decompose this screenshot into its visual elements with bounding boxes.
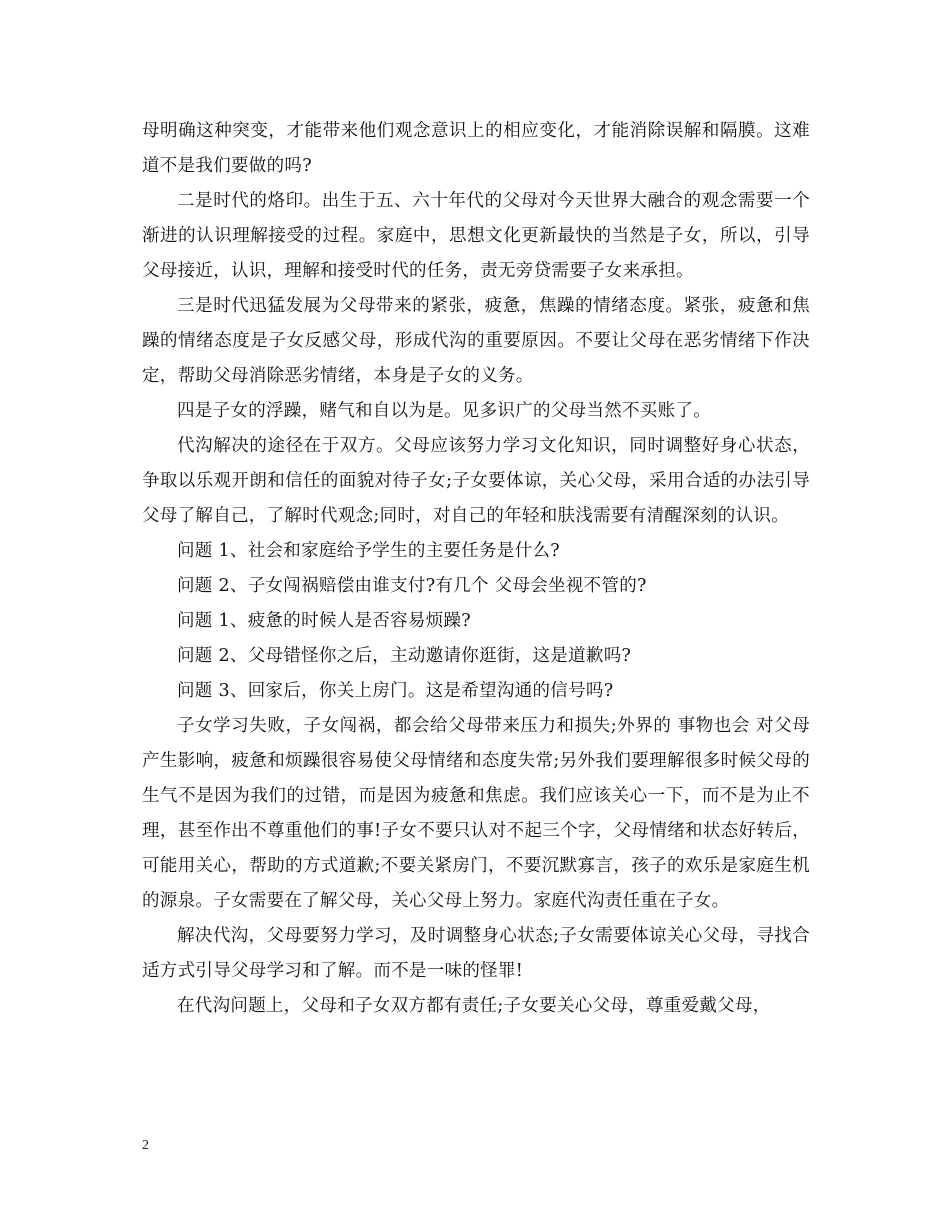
document-body [142,114,810,1024]
question-line: 问题 1、社会和家庭给予学生的主要任务是什么? [177,541,560,561]
paragraph: 子女学习失败，子女闯祸，都会给父母带来压力和损失;外界的 事物也会 对父母产生影响，疲惫和烦躁很容易使父母情绪和态度失常;另外我们要理解很多时候父母的生气不是因为我们的过错，而是因为疲惫和焦虑。我们应该关心一下，而不是为止不理，甚至作出不尊重他们的事!子女不要只认对不起三个字，父母情绪和状态好转后，可能用关心，帮助的方式道歉;不要关紧房门，不要沉默寡言，孩子的欢乐是家庭生机的源泉。子女需要在了解父母，关心父母上努力。家庭代沟责任重在子女。 [142,716,810,911]
paragraph: 在代沟问题上，父母和子女双方都有责任;子女要关心父母，尊重爱戴父母， [177,996,771,1016]
paragraph: 母明确这种突变，才能带来他们观念意识上的相应变化，才能消除误解和隔膜。这难道不是我们要做的吗? [142,121,810,176]
paragraph: 解决代沟，父母要努力学习，及时调整身心状态;子女需要体谅关心父母，寻找合适方式引导父母学习和了解。而不是一味的怪罪! [142,926,810,981]
question-line: 问题 1、疲惫的时候人是否容易烦躁? [177,611,471,631]
page-number: 2 [142,1138,149,1153]
paragraph: 四是子女的浮躁，赌气和自以为是。见多识广的父母当然不买账了。 [177,401,711,421]
paragraph: 三是时代迅猛发展为父母带来的紧张，疲惫，焦躁的情绪态度。紧张，疲惫和焦躁的情绪态度是子女反感父母，形成代沟的重要原因。不要让父母在恶劣情绪下作决定，帮助父母消除恶劣情绪，本身是子女的义务。 [142,296,810,386]
question-line: 问题 2、父母错怪你之后，主动邀请你逛街，这是道歉吗? [177,646,632,666]
question-line: 问题 2、子女闯祸赔偿由谁支付?有几个 父母会坐视不管的? [177,576,647,596]
paragraph: 二是时代的烙印。出生于五、六十年代的父母对今天世界大融合的观念需要一个渐进的认识理解接受的过程。家庭中，思想文化更新最快的当然是子女，所以，引导父母接近，认识，理解和接受时代的任务，责无旁贷需要子女来承担。 [142,191,810,281]
question-line: 问题 3、回家后，你关上房门。这是希望沟通的信号吗? [177,681,614,701]
paragraph: 代沟解决的途径在于双方。父母应该努力学习文化知识，同时调整好身心状态，争取以乐观开朗和信任的面貌对待子女;子女要体谅，关心父母，采用合适的办法引导父母了解自己，了解时代观念;同时，对自己的年轻和肤浅需要有清醒深刻的认识。 [142,436,810,526]
